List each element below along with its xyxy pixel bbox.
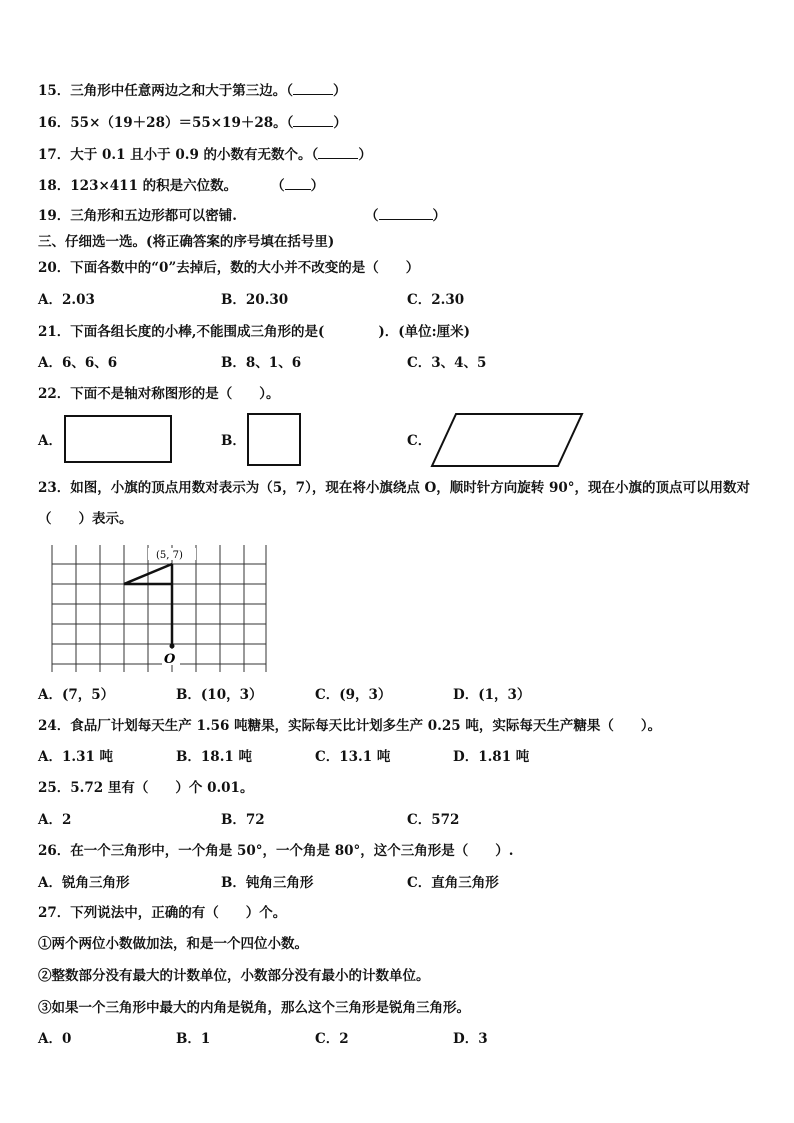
answer-blank[interactable] [293,82,333,95]
q23-option-c[interactable]: C．(9，3） [315,687,392,703]
origin-label: O [164,652,176,667]
q22-option-b[interactable]: B． [221,433,246,449]
q27-option-b[interactable]: B．1 [176,1031,211,1047]
question-16: 16．55×（19＋28）＝55×19＋28。（ ） [38,115,347,131]
q26-option-c[interactable]: C．直角三角形 [407,875,499,891]
q25-option-b[interactable]: B．72 [221,812,265,828]
flag-grid-figure [50,540,272,674]
q24-option-c[interactable]: C．13.1 吨 [315,749,391,765]
q27-option-c[interactable]: C．2 [315,1031,349,1047]
question-18: 18．123×411 的积是六位数。 （ ） [38,178,325,194]
vertex-label: (5, 7) [156,550,183,561]
q22-option-a[interactable]: A． [38,433,62,449]
answer-blank[interactable] [318,146,358,159]
question-26-stem: 26．在一个三角形中，一个角是 50°，一个角是 80°，这个三角形是（ ）. [38,843,514,859]
question-17: 17．大于 0.1 且小于 0.9 的小数有无数个。（ ） [38,147,372,163]
answer-blank[interactable] [285,177,311,190]
q21-option-c[interactable]: C．3、4、5 [407,355,487,371]
q23-option-d[interactable]: D．(1，3） [453,687,531,703]
q25-option-a[interactable]: A．2 [38,812,72,828]
section-3-heading: 三、仔细选一选。(将正确答案的序号填在括号里) [38,234,335,250]
q22-option-c[interactable]: C． [407,433,432,449]
question-23-stem-line1: 23．如图，小旗的顶点用数对表示为（5，7），现在将小旗绕点 O，顺时针方向旋转 90°，现在小旗的顶点可以用数对 [38,480,751,496]
q27-statement-3: ③如果一个三角形中最大的内角是锐角，那么这个三角形是锐角三角形。 [38,1000,470,1016]
question-21-stem: 21．下面各组长度的小棒,不能围成三角形的是( )．(单位:厘米) [38,324,471,340]
q25-option-c[interactable]: C．572 [407,812,460,828]
square-figure [247,413,301,466]
rectangle-figure [64,415,172,463]
question-27-stem: 27．下列说法中，正确的有（ ）个。 [38,905,287,921]
q23-option-b[interactable]: B．(10，3） [176,687,263,703]
q27-option-a[interactable]: A．0 [38,1031,72,1047]
q20-option-a[interactable]: A．2.03 [38,292,95,308]
parallelogram-figure [430,410,590,470]
answer-blank[interactable] [379,207,433,220]
q24-option-b[interactable]: B．18.1 吨 [176,749,252,765]
q21-option-a[interactable]: A．6、6、6 [38,355,118,371]
question-19: 19．三角形和五边形都可以密铺. （ ） [38,208,446,224]
q27-option-d[interactable]: D．3 [453,1031,488,1047]
question-15: 15．三角形中任意两边之和大于第三边。（ ） [38,83,347,99]
answer-blank[interactable] [293,114,333,127]
q26-option-b[interactable]: B．钝角三角形 [221,875,314,891]
q27-statement-1: ①两个两位小数做加法，和是一个四位小数。 [38,936,308,952]
question-22-stem: 22．下面不是轴对称图形的是（ ）。 [38,386,280,402]
question-25-stem: 25．5.72 里有（ ）个 0.01。 [38,780,254,796]
q26-option-a[interactable]: A．锐角三角形 [38,875,130,891]
grid-lines [52,545,266,672]
question-23-stem-line2: （ ）表示。 [38,511,133,527]
question-24-stem: 24．食品厂计划每天生产 1.56 吨糖果，实际每天比计划多生产 0.25 吨，实际每天生产糖果（ ）。 [38,718,662,734]
q24-option-d[interactable]: D．1.81 吨 [453,749,530,765]
q21-option-b[interactable]: B．8、1、6 [221,355,302,371]
origin-point [170,644,175,649]
q20-option-b[interactable]: B．20.30 [221,292,289,308]
q20-option-c[interactable]: C．2.30 [407,292,465,308]
question-20-stem: 20．下面各数中的“0”去掉后，数的大小并不改变的是（ ） [38,260,420,276]
q23-option-a[interactable]: A．(7，5） [38,687,115,703]
q24-option-a[interactable]: A．1.31 吨 [38,749,114,765]
q27-statement-2: ②整数部分没有最大的计数单位，小数部分没有最小的计数单位。 [38,968,430,984]
